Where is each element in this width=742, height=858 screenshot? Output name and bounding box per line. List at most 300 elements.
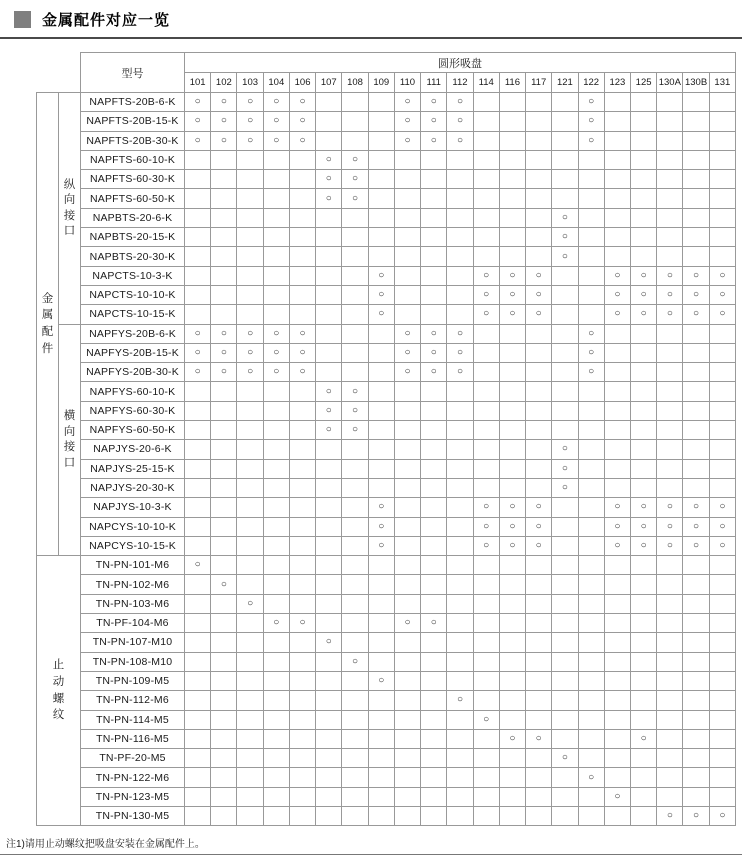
mark-cell [421,517,447,536]
mark-cell [473,806,499,825]
mark-cell [526,691,552,710]
mark-cell [368,440,394,459]
mark-cell [289,633,315,652]
mark-cell [185,247,211,266]
mark-cell [211,556,237,575]
column-header-101: 101 [185,73,211,93]
mark-cell: ○ [709,536,735,555]
title-bar [0,0,742,39]
mark-cell [211,170,237,189]
model-cell: NAPBTS-20-30-K [81,247,185,266]
mark-cell: ○ [604,285,630,304]
mark-cell [499,401,525,420]
mark-cell [394,710,420,729]
mark-cell [421,305,447,324]
mark-cell [237,285,263,304]
mark-cell [473,382,499,401]
mark-cell [316,363,342,382]
mark-cell [709,594,735,613]
mark-cell [316,806,342,825]
table-row [37,691,736,710]
mark-cell [604,247,630,266]
mark-cell [552,266,578,285]
mark-cell [421,652,447,671]
column-header-110: 110 [394,73,420,93]
mark-cell [473,729,499,748]
mark-cell [368,247,394,266]
mark-cell [368,228,394,247]
model-cell: NAPFYS-60-10-K [81,382,185,401]
subgroup-label [59,324,81,556]
mark-cell [604,170,630,189]
model-cell: TN-PN-108-M10 [81,652,185,671]
mark-cell: ○ [604,536,630,555]
mark-cell [237,691,263,710]
mark-cell [552,285,578,304]
mark-cell [316,614,342,633]
table-row [37,363,736,382]
mark-cell [316,749,342,768]
mark-cell [421,459,447,478]
mark-cell [185,575,211,594]
mark-cell [185,710,211,729]
mark-cell [552,806,578,825]
mark-cell [368,401,394,420]
mark-cell [683,710,709,729]
mark-cell [185,652,211,671]
model-cell: TN-PN-130-M5 [81,806,185,825]
mark-cell [578,382,604,401]
mark-cell [447,208,473,227]
mark-cell [578,498,604,517]
mark-cell [185,382,211,401]
mark-cell [447,382,473,401]
mark-cell: ○ [316,170,342,189]
mark-cell [289,305,315,324]
mark-cell [342,324,368,343]
mark-cell [394,440,420,459]
table-row [37,189,736,208]
mark-cell [185,228,211,247]
mark-cell [263,768,289,787]
mark-cell [394,459,420,478]
mark-cell [683,343,709,362]
mark-cell [630,575,656,594]
mark-cell [289,189,315,208]
mark-cell [368,787,394,806]
mark-cell: ○ [421,93,447,112]
mark-cell [709,768,735,787]
model-cell: NAPCYS-10-15-K [81,536,185,555]
vertical-label-char: 接 [63,441,76,454]
mark-cell: ○ [709,498,735,517]
mark-cell: ○ [499,266,525,285]
mark-cell [526,652,552,671]
mark-cell [316,671,342,690]
column-header-130B: 130B [683,73,709,93]
mark-cell [185,440,211,459]
mark-cell [289,421,315,440]
mark-cell [289,150,315,169]
mark-cell [394,806,420,825]
mark-cell [552,150,578,169]
mark-cell [604,710,630,729]
mark-cell [709,652,735,671]
mark-cell: ○ [578,112,604,131]
mark-cell [709,150,735,169]
mark-cell [368,768,394,787]
mark-cell [237,517,263,536]
mark-cell [289,401,315,420]
mark-cell [185,671,211,690]
model-cell: NAPFYS-60-30-K [81,401,185,420]
mark-cell [499,768,525,787]
mark-cell [473,749,499,768]
model-cell: NAPCYS-10-10-K [81,517,185,536]
mark-cell: ○ [630,305,656,324]
mark-cell: ○ [709,806,735,825]
column-header-107: 107 [316,73,342,93]
mark-cell [368,729,394,748]
mark-cell [552,691,578,710]
mark-cell [578,189,604,208]
mark-cell [421,556,447,575]
mark-cell [211,478,237,497]
model-cell: NAPJYS-25-15-K [81,459,185,478]
mark-cell [263,729,289,748]
mark-cell: ○ [185,131,211,150]
mark-cell [552,575,578,594]
mark-cell [552,768,578,787]
mark-cell [394,382,420,401]
mark-cell: ○ [368,671,394,690]
mark-cell [237,729,263,748]
mark-cell [526,93,552,112]
mark-cell [342,517,368,536]
column-header-116: 116 [499,73,525,93]
mark-cell: ○ [499,536,525,555]
mark-cell [657,633,683,652]
mark-cell [211,305,237,324]
mark-cell: ○ [552,749,578,768]
mark-cell: ○ [368,285,394,304]
mark-cell [630,170,656,189]
mark-cell [499,93,525,112]
mark-cell [683,787,709,806]
mark-cell [499,228,525,247]
mark-cell [604,633,630,652]
mark-cell [263,517,289,536]
mark-cell [473,671,499,690]
mark-cell [552,729,578,748]
mark-cell: ○ [526,536,552,555]
mark-cell [211,536,237,555]
mark-cell [211,285,237,304]
mark-cell: ○ [263,131,289,150]
model-cell: NAPCTS-10-10-K [81,285,185,304]
mark-cell [683,170,709,189]
subgroup-label [59,93,81,325]
mark-cell [526,208,552,227]
mark-cell [526,401,552,420]
model-cell: NAPFTS-60-10-K [81,150,185,169]
table-row [37,749,736,768]
mark-cell: ○ [394,363,420,382]
mark-cell [630,440,656,459]
mark-cell [447,150,473,169]
mark-cell [211,749,237,768]
mark-cell [526,170,552,189]
mark-cell [211,710,237,729]
model-cell: TN-PN-122-M6 [81,768,185,787]
mark-cell [368,131,394,150]
mark-cell [237,575,263,594]
mark-cell [499,806,525,825]
mark-cell [211,633,237,652]
mark-cell [604,729,630,748]
mark-cell [578,440,604,459]
mark-cell [316,768,342,787]
mark-cell [237,189,263,208]
mark-cell [630,749,656,768]
mark-cell [683,594,709,613]
model-cell: TN-PF-20-M5 [81,749,185,768]
mark-cell: ○ [342,170,368,189]
mark-cell [709,787,735,806]
mark-cell [683,228,709,247]
mark-cell: ○ [552,440,578,459]
column-header-108: 108 [342,73,368,93]
mark-cell: ○ [263,363,289,382]
mark-cell [683,614,709,633]
mark-cell [709,478,735,497]
mark-cell [604,131,630,150]
mark-cell [185,421,211,440]
mark-cell: ○ [604,787,630,806]
mark-cell [604,401,630,420]
mark-cell [473,401,499,420]
mark-cell [657,729,683,748]
mark-cell [185,729,211,748]
mark-cell [604,421,630,440]
mark-cell [447,575,473,594]
mark-cell: ○ [368,517,394,536]
mark-cell [604,671,630,690]
mark-cell [473,112,499,131]
mark-cell [657,768,683,787]
mark-cell [657,459,683,478]
mark-cell [263,228,289,247]
mark-cell: ○ [289,112,315,131]
mark-cell [394,556,420,575]
model-cell: TN-PN-102-M6 [81,575,185,594]
mark-cell [526,459,552,478]
mark-cell [552,710,578,729]
mark-cell [368,633,394,652]
mark-cell [394,787,420,806]
mark-cell: ○ [237,93,263,112]
model-cell: NAPFYS-20B-30-K [81,363,185,382]
mark-cell [394,189,420,208]
mark-cell [211,382,237,401]
mark-cell [630,594,656,613]
mark-cell: ○ [421,112,447,131]
mark-cell [447,305,473,324]
mark-cell [237,170,263,189]
mark-cell [657,478,683,497]
mark-cell [709,749,735,768]
mark-cell [473,478,499,497]
mark-cell [630,324,656,343]
mark-cell [473,633,499,652]
mark-cell [394,749,420,768]
mark-cell [709,189,735,208]
mark-cell [421,266,447,285]
mark-cell [552,170,578,189]
mark-cell [447,536,473,555]
mark-cell [578,671,604,690]
mark-cell: ○ [552,247,578,266]
header-corner-blank [37,53,81,93]
mark-cell [211,228,237,247]
mark-cell: ○ [316,401,342,420]
mark-cell [657,247,683,266]
mark-cell: ○ [709,266,735,285]
model-cell: TN-PF-104-M6 [81,614,185,633]
table-row [37,170,736,189]
mark-cell [447,652,473,671]
mark-cell [499,189,525,208]
table-row [37,478,736,497]
mark-cell: ○ [289,343,315,362]
mark-cell [473,787,499,806]
mark-cell [342,633,368,652]
mark-cell [421,228,447,247]
mark-cell [421,691,447,710]
mark-cell: ○ [342,189,368,208]
mark-cell [552,594,578,613]
mark-cell [421,633,447,652]
mark-cell [421,247,447,266]
mark-cell [421,536,447,555]
mark-cell [473,228,499,247]
mark-cell [368,170,394,189]
mark-cell: ○ [211,575,237,594]
mark-cell [473,363,499,382]
mark-cell [342,363,368,382]
mark-cell [657,228,683,247]
mark-cell [683,652,709,671]
mark-cell [526,189,552,208]
mark-cell [185,150,211,169]
mark-cell [211,440,237,459]
mark-cell [289,536,315,555]
mark-cell [657,671,683,690]
mark-cell [552,671,578,690]
mark-cell [237,382,263,401]
table-header [37,53,736,93]
mark-cell [499,170,525,189]
mark-cell [526,228,552,247]
mark-cell [368,93,394,112]
suction-cup-group-header: 圆形吸盘 [185,53,736,73]
mark-cell [342,614,368,633]
mark-cell [499,633,525,652]
mark-cell [263,633,289,652]
mark-cell [316,228,342,247]
mark-cell [263,575,289,594]
mark-cell [499,691,525,710]
mark-cell [552,382,578,401]
mark-cell [683,768,709,787]
mark-cell [211,768,237,787]
mark-cell [447,247,473,266]
model-cell: NAPBTS-20-6-K [81,208,185,227]
table-row [37,806,736,825]
mark-cell [316,498,342,517]
mark-cell [368,382,394,401]
mark-cell [447,228,473,247]
mark-cell [342,768,368,787]
mark-cell [630,768,656,787]
table-row [37,93,736,112]
mark-cell [394,498,420,517]
mark-cell: ○ [421,324,447,343]
mark-cell: ○ [263,93,289,112]
mark-cell [578,228,604,247]
mark-cell: ○ [263,112,289,131]
mark-cell [263,478,289,497]
mark-cell [657,112,683,131]
column-header-122: 122 [578,73,604,93]
mark-cell [394,633,420,652]
mark-cell [368,459,394,478]
mark-cell [683,729,709,748]
mark-cell [237,208,263,227]
mark-cell [578,208,604,227]
table-row [37,440,736,459]
mark-cell [709,671,735,690]
mark-cell [526,478,552,497]
mark-cell [342,208,368,227]
mark-cell: ○ [473,498,499,517]
mark-cell [526,787,552,806]
table-row [37,633,736,652]
mark-cell [289,575,315,594]
mark-cell [289,285,315,304]
mark-cell [683,150,709,169]
mark-cell: ○ [473,536,499,555]
mark-cell [447,478,473,497]
table-row [37,382,736,401]
mark-cell [263,710,289,729]
mark-cell [237,266,263,285]
table-row [37,594,736,613]
mark-cell [263,594,289,613]
mark-cell [368,208,394,227]
mark-cell [709,208,735,227]
mark-cell [368,478,394,497]
mark-cell: ○ [421,343,447,362]
mark-cell [185,768,211,787]
mark-cell [368,614,394,633]
vertical-label-char: 配 [41,326,54,339]
mark-cell [316,247,342,266]
mark-cell [394,768,420,787]
mark-cell [499,208,525,227]
mark-cell [709,614,735,633]
mark-cell [447,768,473,787]
